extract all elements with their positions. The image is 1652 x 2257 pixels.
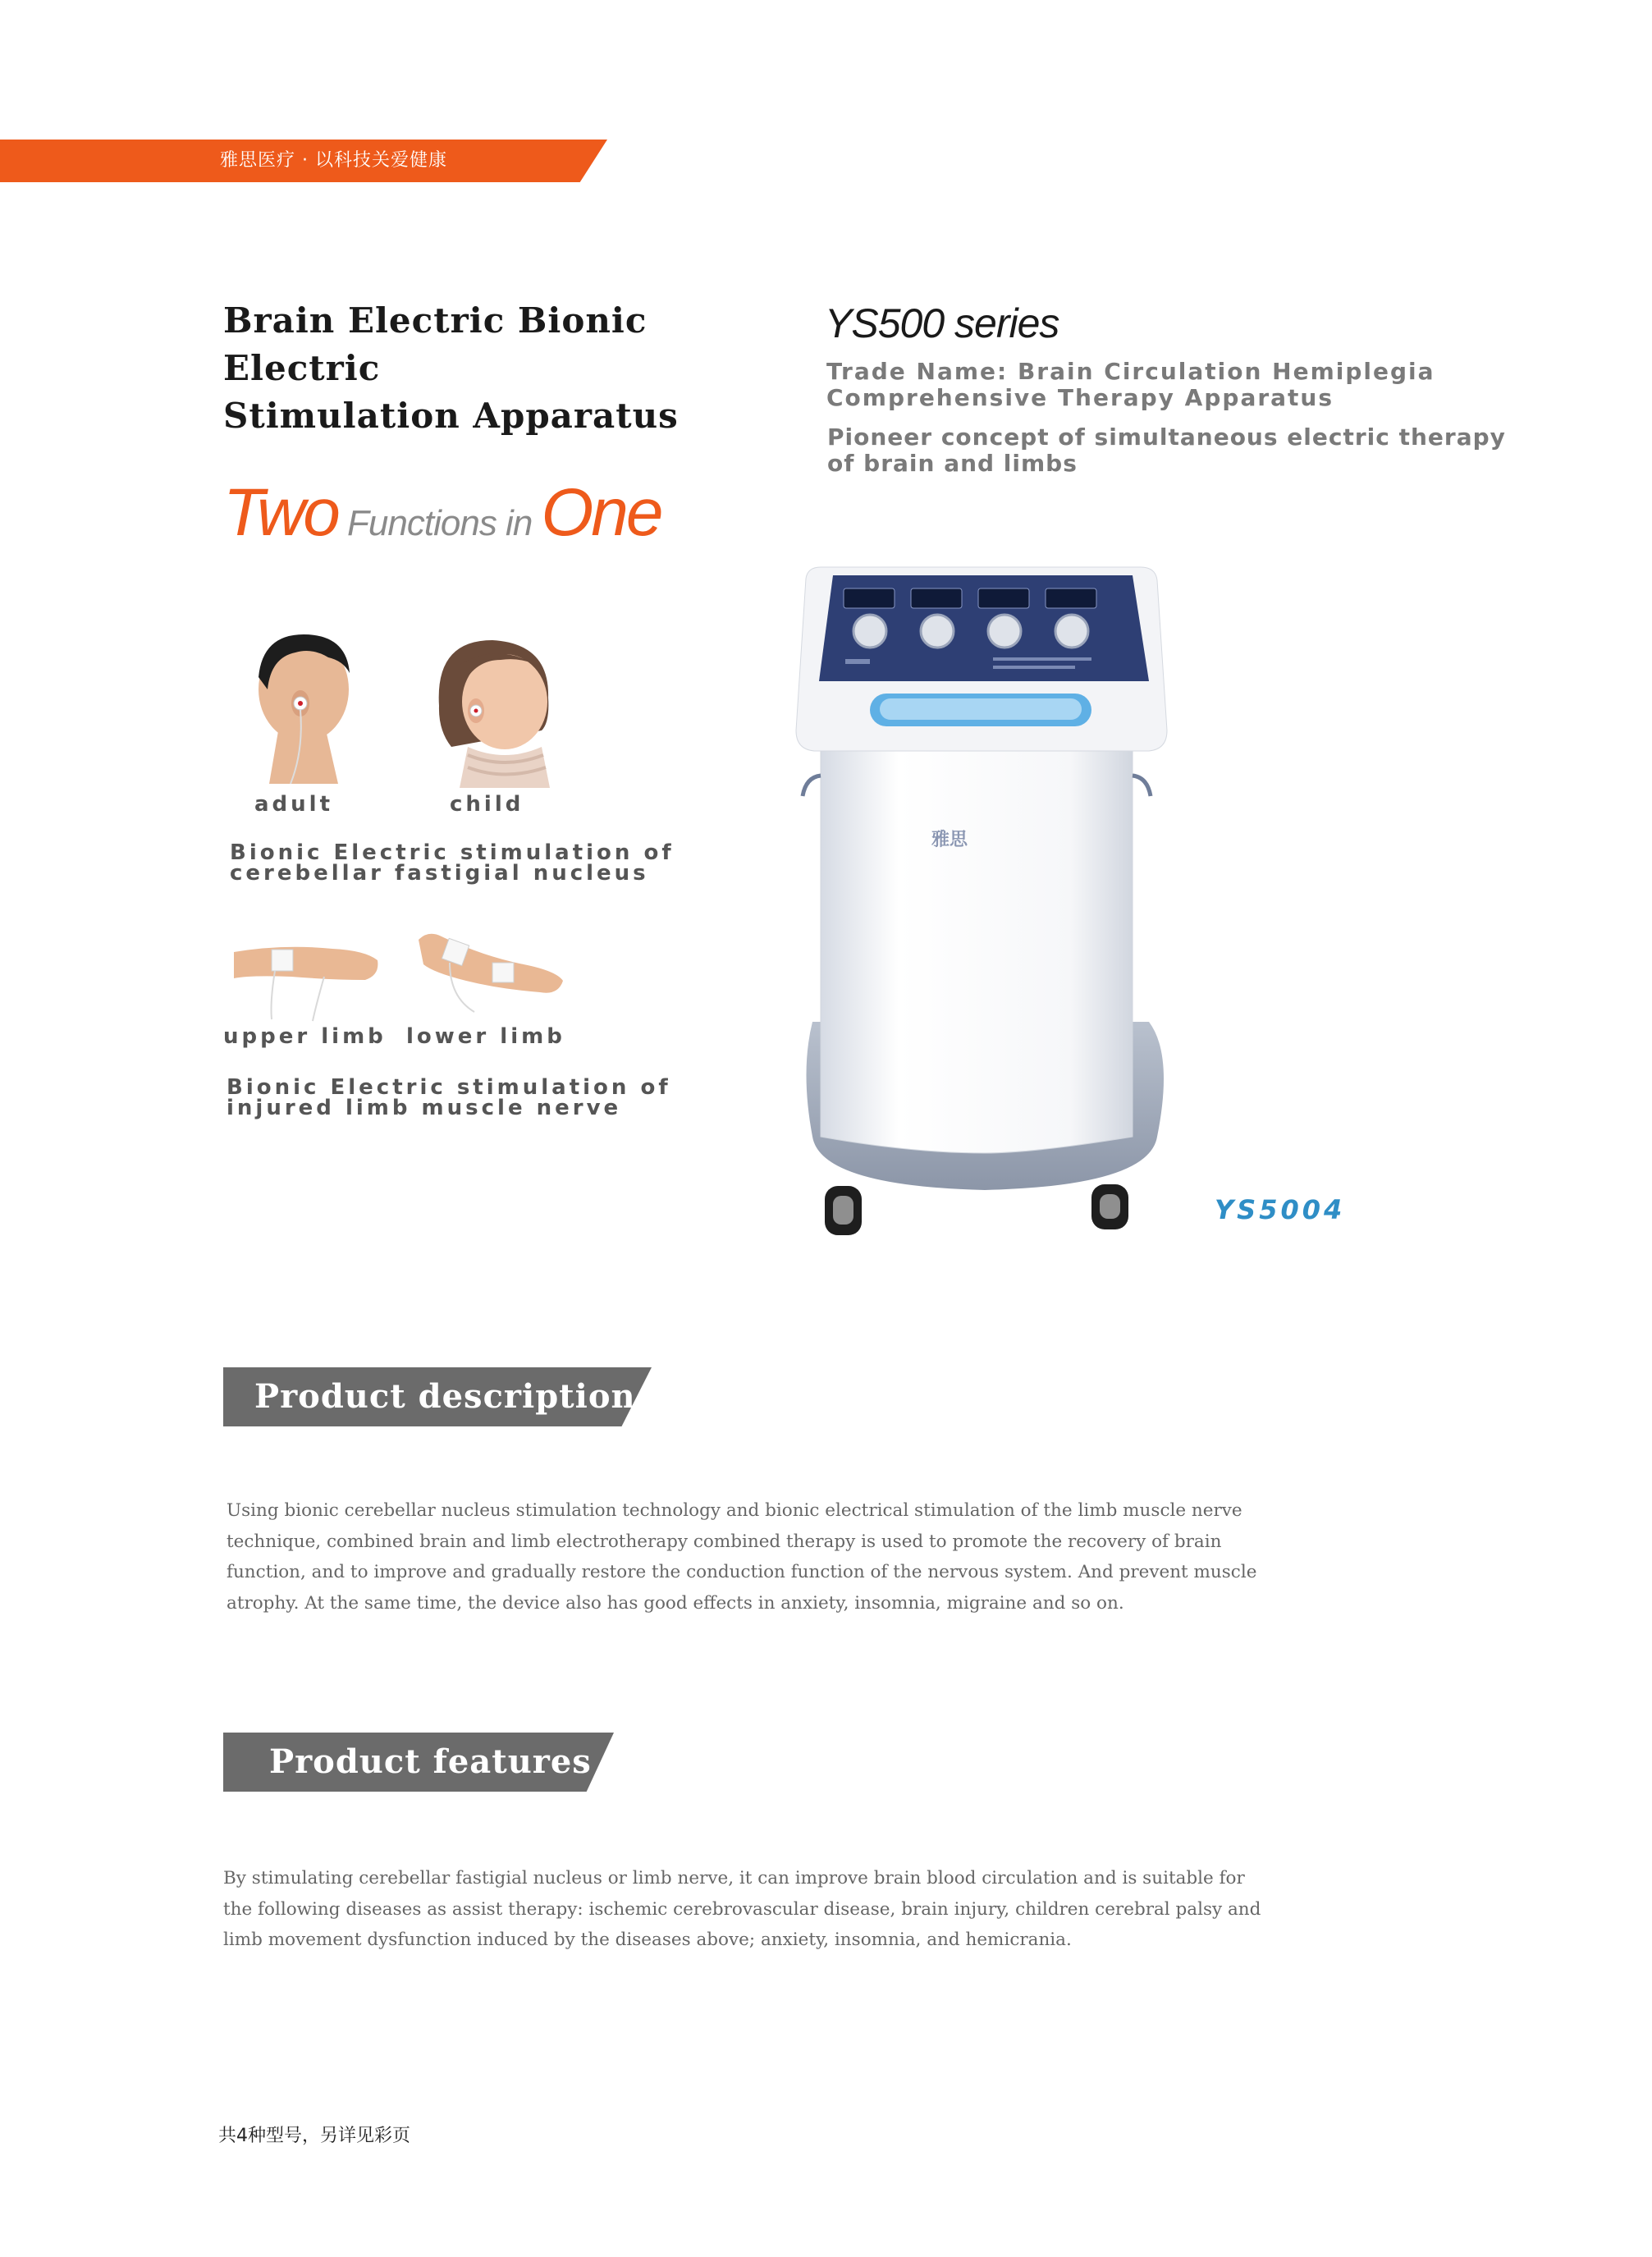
- banner-text: 雅思医疗 · 以科技关爱健康: [220, 150, 447, 171]
- trade-name: [826, 359, 1516, 411]
- description-line: Using bionic cerebellar nucleus stimulation technology and bionic electrical stimulation of the limb muscle nerve: [227, 1500, 1242, 1521]
- label-lower-limb: lower limb: [406, 1024, 565, 1049]
- pioneer-concept: [827, 424, 1517, 477]
- series-name: YS500 series: [825, 300, 1059, 346]
- slogan-word-one: One: [541, 475, 661, 550]
- model-number: YS5004: [1215, 1194, 1346, 1225]
- description-line: technique, combined brain and limb electrotherapy combined therapy is used to promote the recovery of brain: [227, 1531, 1222, 1552]
- description-text: [227, 1495, 1458, 1618]
- limb-caption-line1: Bionic Electric stimulation of: [227, 1075, 671, 1100]
- description-line: function, and to improve and gradually restore the conduction function of the nervous system. And prevent muscle: [227, 1562, 1257, 1582]
- slogan-word-two: Two: [223, 475, 338, 550]
- lower-limb-image: [417, 923, 565, 1025]
- device-image: [788, 562, 1182, 1252]
- device-logo: 雅思: [931, 830, 968, 850]
- description-line: atrophy. At the same time, the device also has good effects in anxiety, insomnia, migraine and so on.: [227, 1592, 1124, 1614]
- limb-caption: [227, 1075, 735, 1120]
- pioneer-line2: of brain and limbs: [827, 450, 1078, 477]
- product-title-line2: Stimulation Apparatus: [223, 396, 679, 436]
- product-title: [223, 297, 798, 440]
- child-head-image: [427, 632, 566, 791]
- label-upper-limb: upper limb: [223, 1024, 387, 1049]
- features-line: limb movement dysfunction induced by the diseases above; anxiety, insomnia, and hemicrania.: [223, 1930, 1072, 1950]
- label-child: child: [450, 792, 524, 817]
- features-text: [223, 1863, 1454, 1956]
- limb-caption-line2: injured limb muscle nerve: [227, 1096, 622, 1120]
- footer-note: 共4种型号，另详见彩页: [218, 2126, 410, 2146]
- product-title-line1: Brain Electric Bionic Electric: [223, 300, 648, 388]
- features-heading: Product features: [269, 1742, 592, 1781]
- slogan: [223, 474, 661, 552]
- label-adult: adult: [254, 792, 334, 817]
- trade-name-line1: Trade Name: Brain Circulation Hemiplegia: [826, 358, 1435, 385]
- upper-limb-image: [234, 927, 382, 1025]
- features-line: By stimulating cerebellar fastigial nucleus or limb nerve, it can improve brain blood circulation and is suitable for: [223, 1868, 1245, 1888]
- trade-name-line2: Comprehensive Therapy Apparatus: [826, 384, 1334, 411]
- brain-caption-line1: Bionic Electric stimulation of: [230, 840, 675, 865]
- pioneer-line1: Pioneer concept of simultaneous electric therapy: [827, 423, 1506, 451]
- slogan-middle: Functions in: [337, 503, 542, 543]
- adult-head-image: [246, 628, 361, 787]
- brain-caption-line2: cerebellar fastigial nucleus: [230, 861, 649, 886]
- features-line: the following diseases as assist therapy: ischemic cerebrovascular disease, brain injury, children cerebral palsy and: [223, 1898, 1261, 1920]
- brain-caption: [230, 840, 739, 886]
- description-heading: Product description: [254, 1377, 636, 1416]
